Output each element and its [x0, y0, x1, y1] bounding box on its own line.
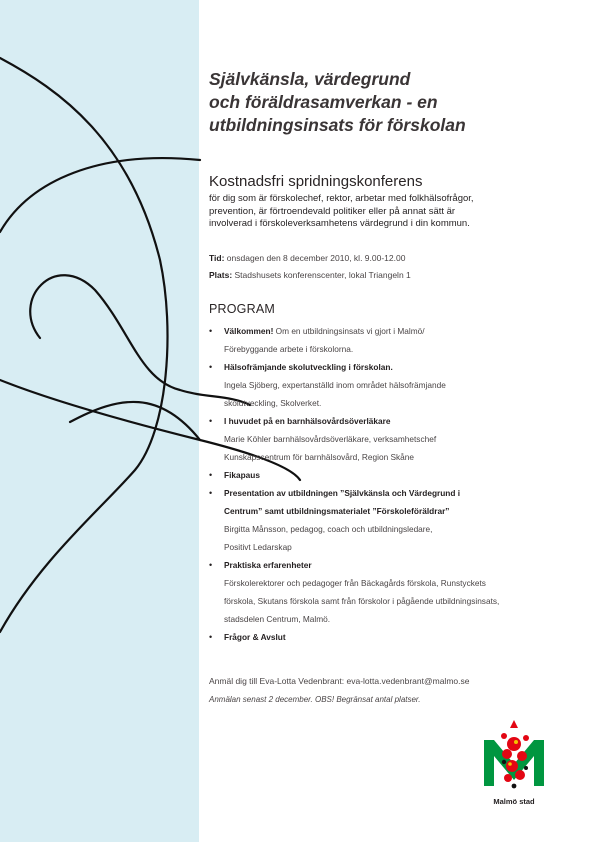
document-title: [209, 68, 549, 137]
program-item-heading: [224, 322, 579, 340]
place-label: Plats:: [209, 270, 233, 280]
time-value: onsdagen den 8 december 2010, kl. 9.00-12.00: [224, 253, 406, 263]
program-item: [209, 556, 579, 628]
program-item-title: Presentation av utbildningen ”Självkänsla och Värdegrund i: [224, 488, 461, 498]
bullet-icon: •: [209, 326, 213, 336]
program-item-title: Fikapaus: [224, 470, 260, 480]
program-item-detail: Birgitta Månsson, pedagog, coach och utbildningsledare,: [224, 524, 433, 534]
title-line: Självkänsla, värdegrund: [209, 69, 411, 89]
program-list: [209, 322, 579, 646]
malmo-griffin-logo-icon: [480, 718, 548, 798]
program-item-title-tail: Om en utbildningsinsats vi gjort i Malmö/: [273, 326, 425, 336]
signup-text: Anmäl dig till Eva-Lotta Vedenbrant: eva-lotta.vedenbrant@malmo.se: [209, 676, 470, 686]
bullet-icon: •: [209, 470, 213, 480]
program-item: [209, 322, 579, 358]
program-item-detail: Marie Köhler barnhälsovårdsöverläkare, verksamhetschef: [224, 434, 437, 444]
program-item-heading: [224, 412, 579, 430]
bullet-icon: •: [209, 416, 213, 426]
bullet-icon: •: [209, 362, 213, 372]
program-item-detail: Förskolerektorer och pedagoger från Bäckagårds förskola, Runstyckets: [224, 578, 486, 588]
program-item-detail: Förebyggande arbete i förskolorna.: [224, 344, 354, 354]
program-item: [209, 466, 579, 484]
program-item: [209, 484, 579, 502]
title-line: och föräldrasamverkan - en: [209, 92, 438, 112]
decorative-side-panel: [0, 0, 199, 842]
program-heading: PROGRAM: [209, 302, 275, 316]
program-item-detail: stadsdelen Centrum, Malmö.: [224, 614, 331, 624]
bullet-icon: •: [209, 560, 213, 570]
program-item: [209, 502, 579, 556]
program-item-title: I huvudet på en barnhälsovårdsöverläkare: [224, 416, 391, 426]
description-line: involverad i förskoleverksamhetens värdegrund i din kommun.: [209, 218, 470, 229]
program-item-heading: [224, 502, 579, 520]
time-label: Tid:: [209, 253, 225, 263]
program-item-detail: förskola, Skutans förskola samt från förskolor i pågående utbildningsinsats,: [224, 596, 500, 606]
program-item-title: Centrum” samt utbildningsmaterialet ”Förskoleföräldrar”: [224, 506, 450, 516]
place-row: [209, 267, 411, 284]
program-item-detail: Kunskapscentrum för barnhälsovård, Region Skåne: [224, 452, 415, 462]
program-item-title: Hälsofrämjande skolutveckling i förskolan.: [224, 362, 393, 372]
program-item-heading: [224, 358, 579, 376]
deadline-text: Anmälan senast 2 december. OBS! Begränsat antal platser.: [209, 695, 421, 704]
program-item: [209, 358, 579, 412]
description-line: prevention, är förtroendevald politiker eller på annat sätt är: [209, 205, 456, 217]
description-line: för dig som är förskolechef, rektor, arbetar med folkhälsofrågor,: [209, 193, 474, 204]
program-item-title: Frågor & Avslut: [224, 632, 286, 642]
conference-heading: Kostnadsfri spridningskonferens: [209, 173, 423, 190]
program-item-detail: skolutveckling, Skolverket.: [224, 398, 322, 408]
program-item-heading: [224, 466, 579, 484]
program-item-detail: Positivt Ledarskap: [224, 542, 292, 552]
conference-description: [209, 193, 569, 231]
program-item: [209, 412, 579, 466]
event-details: [209, 250, 411, 284]
logo-text: Malmö stad: [493, 797, 535, 806]
place-value: Stadshusets konferenscenter, lokal Triangeln 1: [232, 270, 411, 280]
program-item-detail: Ingela Sjöberg, expertanställd inom området hälsofrämjande: [224, 380, 446, 390]
bullet-icon: •: [209, 488, 213, 498]
malmo-stad-logo: [480, 718, 548, 808]
time-row: [209, 250, 411, 267]
program-item-heading: [224, 484, 579, 502]
program-item-title: Praktiska erfarenheter: [224, 560, 312, 570]
program-item-heading: [224, 628, 579, 646]
program-item-heading: [224, 556, 579, 574]
program-item-title: Välkommen!: [224, 326, 274, 336]
bullet-icon: •: [209, 632, 213, 642]
program-item: [209, 628, 579, 646]
title-line: utbildningsinsats för förskolan: [209, 115, 466, 135]
